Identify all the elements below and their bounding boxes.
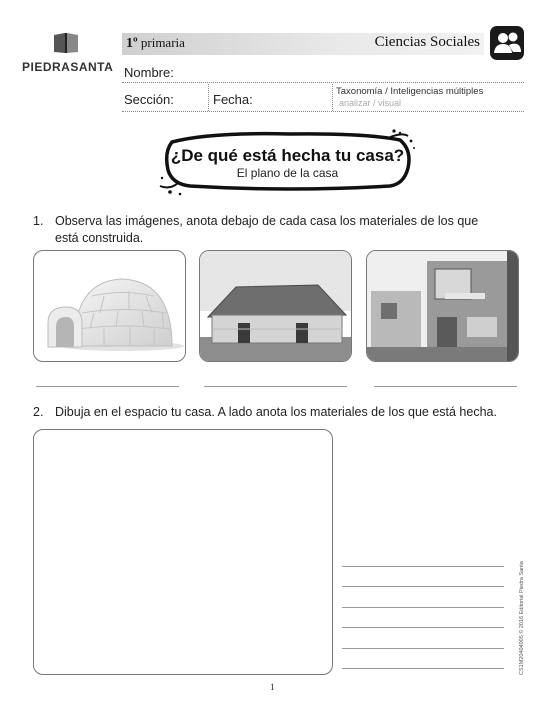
materials-line[interactable] <box>342 648 504 649</box>
grade-subject-bar <box>122 33 484 55</box>
activity-title: ¿De qué está hecha tu casa? <box>170 146 405 165</box>
field-divider <box>332 84 333 111</box>
subject-badge <box>490 26 524 60</box>
date-label: Fecha: <box>213 92 253 107</box>
materials-line[interactable] <box>342 627 504 628</box>
section-field-line <box>122 111 524 112</box>
activity-subtitle: El plano de la casa <box>236 166 339 180</box>
grade-label: 1º primaria <box>126 35 185 51</box>
subject-label: Ciencias Sociales <box>374 34 480 50</box>
thatched-house-photo <box>199 250 352 362</box>
publisher-logo-text: PIEDRASANTA <box>22 60 114 74</box>
materials-line[interactable] <box>342 607 504 608</box>
name-field-line[interactable] <box>122 82 524 83</box>
field-divider <box>208 84 209 111</box>
igloo-photo <box>33 250 186 362</box>
question-2-number: 2. <box>33 405 44 419</box>
taxonomy-label: Taxonomía / Inteligencias múltiples <box>336 86 484 97</box>
book-logo-icon <box>52 32 80 54</box>
page-number: 1 <box>270 682 275 692</box>
question-1-text: Observa las imágenes, anota debajo de cada casa los materiales de los que está construida. <box>55 214 479 245</box>
section-label: Sección: <box>124 92 174 107</box>
answer-line-modern-house[interactable] <box>374 386 517 387</box>
question-2-text: Dibuja en el espacio tu casa. A lado anota los materiales de los que está hecha. <box>55 405 497 419</box>
materials-line[interactable] <box>342 668 504 669</box>
materials-line[interactable] <box>342 586 504 587</box>
drawing-area[interactable] <box>33 429 333 675</box>
name-label: Nombre: <box>124 65 174 80</box>
question-1-number: 1. <box>33 214 44 228</box>
answer-line-thatched-house[interactable] <box>204 386 347 387</box>
people-icon <box>490 26 524 60</box>
answer-line-igloo[interactable] <box>36 386 179 387</box>
taxonomy-values: analizar / visual <box>339 98 402 108</box>
modern-house-photo <box>366 250 519 362</box>
copyright-notice: CS1M20404005 © 2016 Editorial Piedra Santa <box>519 561 525 675</box>
materials-line[interactable] <box>342 566 504 567</box>
